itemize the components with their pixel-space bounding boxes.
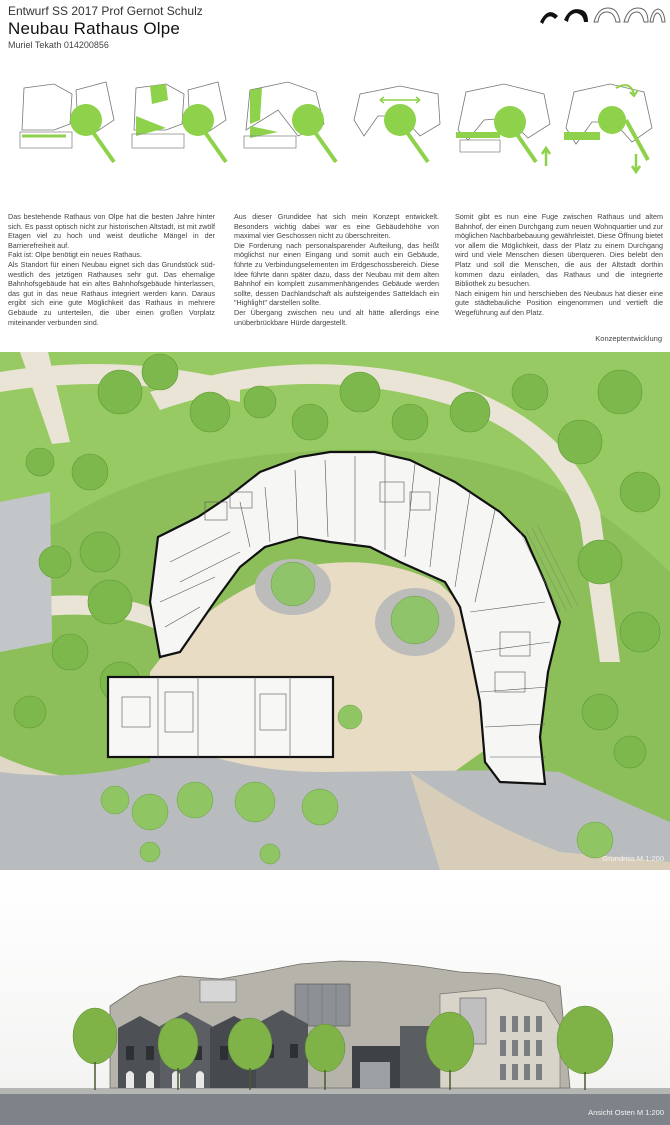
concept-step-2 xyxy=(132,82,226,162)
arrow-down-icon xyxy=(632,154,640,172)
east-elevation xyxy=(0,876,670,1125)
course-line: Entwurf SS 2017 Prof Gernot Schulz xyxy=(8,4,203,18)
project-title: Neubau Rathaus Olpe xyxy=(8,19,181,38)
author-line: Muriel Tekath 014200856 xyxy=(8,40,109,50)
concept-step-4 xyxy=(354,86,440,162)
text-column-2: Aus dieser Grundidee hat sich mein Konzept entwickelt. Besonders wichtig dabei war es eine Gebäudehöhe von maximal vier Geschossen nicht zu überschreiten. Die Forderung nach personalsparender Aufteilung, das heißt möglichst nur einen Eingang und somit auch ein Gebäude, führte zu Verbindungselementen im Erdgeschossbereich. Diese Idee führte dann später dazu, dass der Neubau mit dem alten Bahnhof ein komplett zusammenhängendes Gebäude werden sollte, dessen Dachlandschaft als aufsteigendes Satteldach ein "Highlight" darstellen sollte. Der Übergang zwischen neu und alt hätte allerdings eine unüberbrückbare Hürde dargestellt. xyxy=(234,212,439,327)
arch-icon xyxy=(594,8,620,22)
arch-pictograms xyxy=(536,2,666,28)
site-plan xyxy=(0,352,670,870)
arrow-up-icon xyxy=(542,148,550,166)
elevation-caption: Ansicht Osten M 1:200 xyxy=(588,1108,664,1117)
text-columns xyxy=(8,212,664,340)
concept-step-5 xyxy=(456,84,550,166)
title-block xyxy=(8,4,428,52)
old-station-building xyxy=(108,677,333,757)
arch-icon xyxy=(564,9,588,22)
concept-step-6 xyxy=(564,84,652,172)
concept-step-3 xyxy=(244,82,336,162)
text-column-1: Das bestehende Rathaus von Olpe hat die besten Jahre hinter sich. Es passt optisch nicht zur historischen Altstadt, ist mit zwölf Etagen viel zu hoch und weist deutliche Mängel in der Barrierefreiheit auf. Fakt ist: Olpe benötigt ein neues Rathaus. Als Standort für einen Neubau eignet sich das Grundstück süd-westlich des jetztigen Rathauses sehr gut. Das ehemalige Bahnhofsgebäude hat ein altes Bahnhofsgebäude hinterlassen, das gut in das neue Rathaus integriert werden kann. Daraus ergibt sich eine gute Möglichkeit das Rathaus in mehrere Gebäude zu unterteilen, die über einen großen Vorplatz miteinander verbunden sind. xyxy=(8,212,215,327)
concept-diagrams xyxy=(14,80,664,180)
concept-caption: Konzeptentwicklung xyxy=(595,334,662,343)
arch-icon xyxy=(540,12,558,24)
arch-icon xyxy=(624,8,648,22)
old-station-elevation xyxy=(118,1016,162,1088)
text-column-3: Somit gibt es nun eine Fuge zwischen Rathaus und altem Bahnhof, der einen Durchgang zum neuen Wohnquartier und zur möglichen Nachbarbebauung gewährleistet. Diese Öffnung bietet vor allem die Möglichkeit, dass der Platz zu einem Durchgang wird und viele Menschen diesen überqueren. Dies belebt den Platz und soll die Menschen, die aus der Altstadt dorthin kommen dazu einladen, das Rathaus und die integrierte Bibliothek zu besuchen. Nach einigem hin und herschieben des Neubaus hat dieser eine gute städtebauliche Position eingenommen und vertieft die Wegeführung auf den Platz. xyxy=(455,212,663,317)
plan-caption: Grundriss M 1:200 xyxy=(602,854,664,863)
concept-step-1 xyxy=(20,82,114,162)
arch-icon xyxy=(650,9,665,22)
